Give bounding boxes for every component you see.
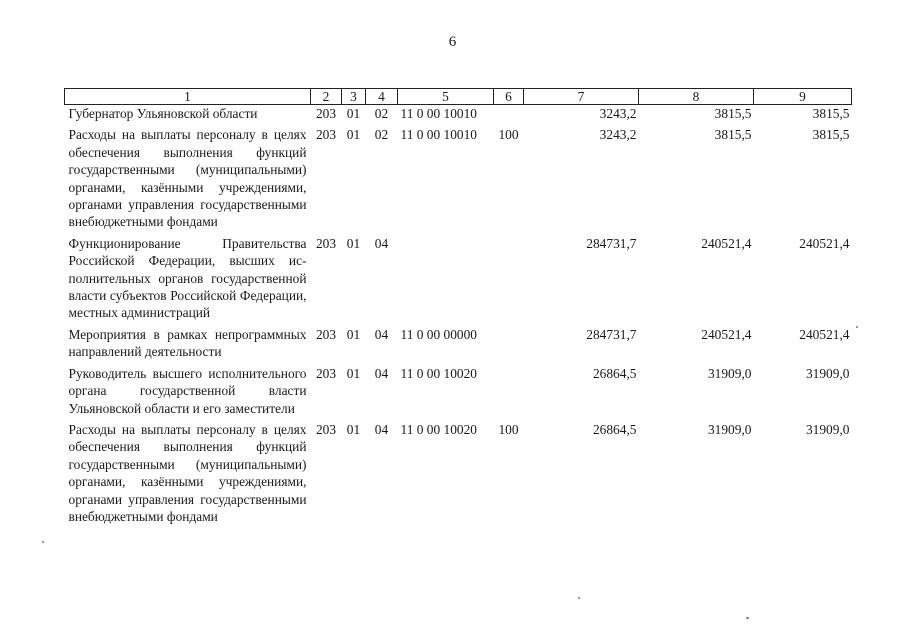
amount-col-8: 31909,0 [707,421,752,437]
section-code: 01 [346,127,361,143]
target-article-code: 11 0 00 10020 [400,365,477,381]
amount-col-7: 284731,7 [586,235,637,251]
amount-col-7: 3243,2 [599,127,637,143]
amount-col-7: 284731,7 [586,326,637,342]
amount-col-8: 3815,5 [714,106,752,121]
amount-col-8: 31909,0 [707,365,752,381]
amount-col-9: 31909,0 [805,365,850,381]
table-row [65,365,852,421]
scan-speck [578,597,580,599]
table-row [65,235,852,326]
table-row [65,421,852,529]
ved-code: 203 [315,127,337,143]
ved-code: 203 [315,235,337,251]
target-article-code: 11 0 00 10010 [400,127,477,143]
column-header-9: 9 [754,89,852,105]
subsection-code: 04 [374,421,389,437]
row-name: Губернатор Ульяновской области [68,106,258,121]
column-header-2: 2 [311,89,342,105]
expense-type-code [494,105,524,127]
table-row [65,326,852,365]
section-code: 01 [346,421,361,437]
amount-col-9: 3815,5 [812,106,850,121]
column-header-8: 8 [639,89,754,105]
scan-speck [42,541,44,543]
row-name: Расходы на выплаты персоналу в целях обеспечения выполнения функций государственными (муниципальными) органами, казёнными учреждениями, органами управления государственными внебюджетными фондами [68,127,307,230]
header-row [65,89,852,105]
expense-type-code: 100 [498,421,519,437]
amount-col-7: 26864,5 [592,421,637,437]
amount-col-8: 240521,4 [701,326,752,342]
column-header-1: 1 [65,89,311,105]
section-code: 01 [346,235,361,251]
amount-col-9: 3815,5 [812,127,850,143]
subsection-code: 04 [374,365,389,381]
amount-col-7: 26864,5 [592,365,637,381]
column-header-5: 5 [398,89,494,105]
section-code: 01 [346,326,361,342]
expense-type-code: 100 [498,127,519,143]
amount-col-8: 240521,4 [701,235,752,251]
ved-code: 203 [315,421,337,437]
column-header-4: 4 [366,89,398,105]
section-code: 01 [346,365,361,381]
table-row [65,126,852,234]
ved-code: 203 [315,326,337,342]
ved-code: 203 [315,106,337,121]
target-article-code: 11 0 00 10010 [400,106,477,121]
amount-col-8: 3815,5 [714,127,752,143]
amount-col-9: 240521,4 [799,235,850,251]
section-code: 01 [346,106,361,121]
amount-col-7: 3243,2 [599,106,637,121]
expense-type-code [494,326,524,365]
column-header-3: 3 [342,89,366,105]
column-header-6: 6 [494,89,524,105]
amount-col-9: 31909,0 [805,421,850,437]
row-name: Функционирование Правительства Российской Федерации, высших исполнительных органов государственной власти субъектов Российской Федерации, местных администраций [68,235,307,321]
subsection-code: 02 [374,127,389,143]
budget-table [64,88,852,529]
table-header [65,89,852,105]
table-body [65,105,852,530]
row-name: Расходы на выплаты персоналу в целях обеспечения выполнения функций государственными (муниципальными) органами, казёнными учреждениями, органами управления государственными внебюджетными фондами [68,421,307,524]
row-name: Руководитель высшего исполнительного органа государственной власти Ульяновской области и его заместители [68,365,307,416]
scan-speck [746,617,749,619]
ved-code: 203 [315,365,337,381]
page-number: 6 [448,34,457,50]
target-article-code [398,235,494,326]
expense-type-code [494,235,524,326]
scan-speck [856,326,858,328]
subsection-code: 02 [374,106,389,121]
column-header-7: 7 [524,89,639,105]
row-name: Мероприятия в рамках непрограммных направлений деятельности [68,326,307,360]
table-row [65,105,852,127]
target-article-code: 11 0 00 10020 [400,421,477,437]
amount-col-9: 240521,4 [799,326,850,342]
subsection-code: 04 [374,235,389,251]
expense-type-code [494,365,524,421]
target-article-code: 11 0 00 00000 [400,326,477,342]
subsection-code: 04 [374,326,389,342]
